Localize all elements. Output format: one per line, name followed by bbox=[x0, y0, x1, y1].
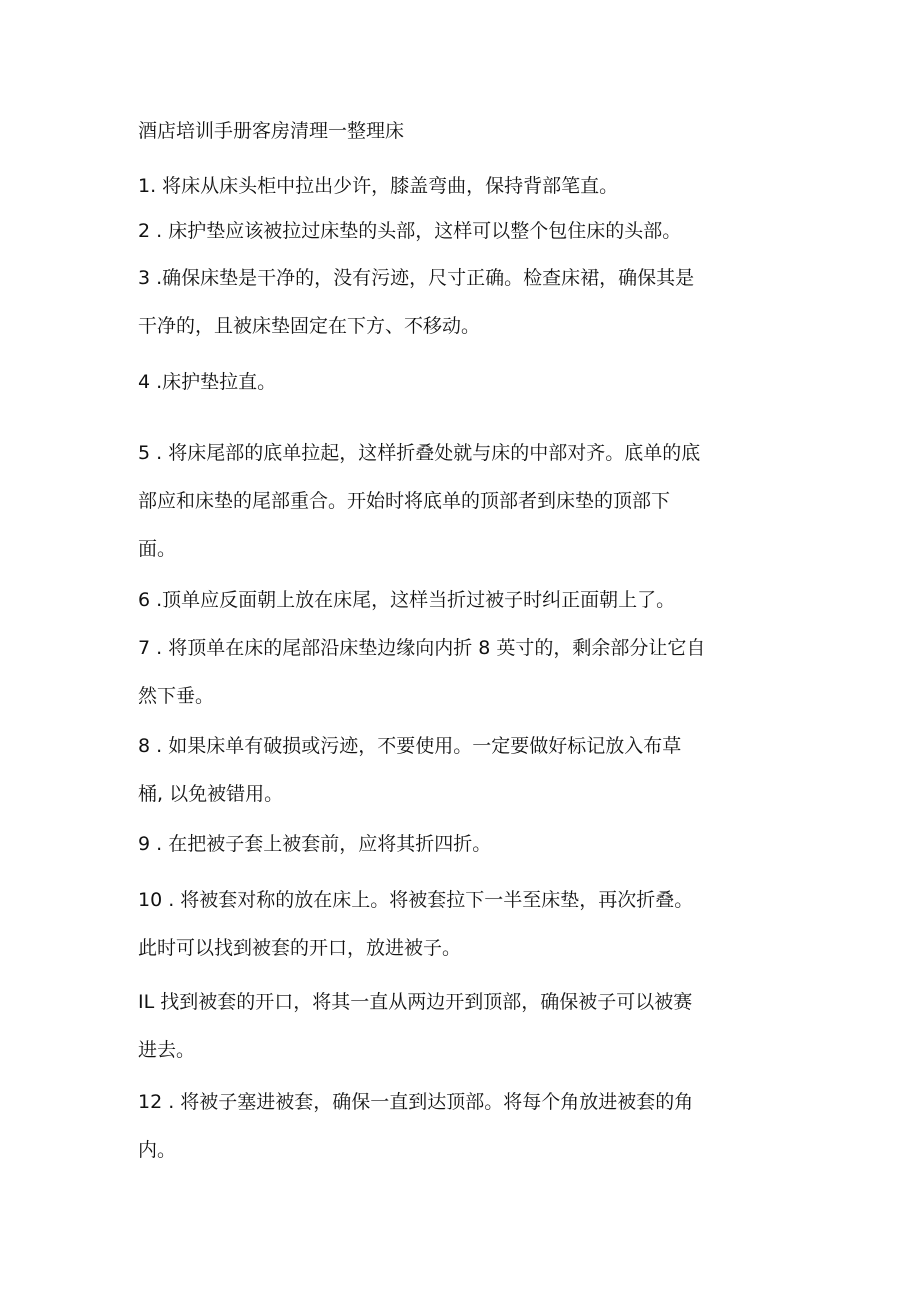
paragraph-line: 8 . 如果床单有破损或污迹，不要使用。一定要做好标记放入布草 bbox=[138, 735, 682, 757]
paragraph-line: 干净的，且被床垫固定在下方、不移动。 bbox=[138, 315, 481, 337]
paragraph-line: 桶, 以免被错用。 bbox=[138, 783, 284, 805]
paragraph-11 bbox=[138, 978, 798, 1074]
paragraph-line: 面。 bbox=[138, 538, 177, 560]
paragraph-9 bbox=[138, 820, 798, 868]
paragraph-line: 12 . 将被子塞进被套，确保一直到达顶部。将每个角放进被套的角 bbox=[138, 1091, 694, 1113]
paragraph-line: 4 .床护垫拉直。 bbox=[138, 371, 277, 393]
paragraph-7 bbox=[138, 624, 798, 720]
paragraph-line: 5 . 将床尾部的底单拉起，这样折叠处就与床的中部对齐。底单的底 bbox=[138, 442, 701, 464]
paragraph-line: 1. 将床从床头柜中拉出少许，膝盖弯曲，保持背部笔直。 bbox=[138, 175, 619, 197]
paragraph-line: 进去。 bbox=[138, 1039, 196, 1061]
paragraph-10 bbox=[138, 876, 798, 972]
paragraph-line: 部应和床垫的尾部重合。开始时将底单的顶部者到床垫的顶部下 bbox=[138, 490, 671, 512]
paragraph-line: 7 . 将顶单在床的尾部沿床垫边缘向内折 8 英寸的，剩余部分让它自 bbox=[138, 637, 706, 659]
paragraph-5 bbox=[138, 429, 798, 573]
paragraph-6 bbox=[138, 576, 798, 624]
paragraph-line: 此时可以找到被套的开口，放进被子。 bbox=[138, 937, 462, 959]
paragraph-line: 9 . 在把被子套上被套前，应将其折四折。 bbox=[138, 833, 492, 855]
paragraph-8 bbox=[138, 722, 798, 818]
paragraph-line: 10 . 将被套对称的放在床上。将被套拉下一半至床垫，再次折叠。 bbox=[138, 889, 694, 911]
paragraph-3 bbox=[138, 254, 798, 350]
paragraph-line: 2 . 床护垫应该被拉过床垫的头部，这样可以整个包住床的头部。 bbox=[138, 220, 682, 242]
paragraph-2 bbox=[138, 207, 798, 255]
document-title: 酒店培训手册客房清理一整理床 bbox=[138, 120, 405, 142]
paragraph-line: 然下垂。 bbox=[138, 685, 215, 707]
paragraph-1 bbox=[138, 162, 798, 210]
paragraph-12 bbox=[138, 1078, 798, 1174]
paragraph-line: IL 找到被套的开口，将其一直从两边开到顶部，确保被子可以被赛 bbox=[138, 991, 693, 1013]
paragraph-line: 内。 bbox=[138, 1139, 177, 1161]
paragraph-4 bbox=[138, 358, 798, 406]
paragraph-line: 3 .确保床垫是干净的，没有污迹，尺寸正确。检查床裙，确保其是 bbox=[138, 267, 695, 289]
paragraph-line: 6 .顶单应反面朝上放在床尾，这样当折过被子时纠正面朝上了。 bbox=[138, 589, 676, 611]
